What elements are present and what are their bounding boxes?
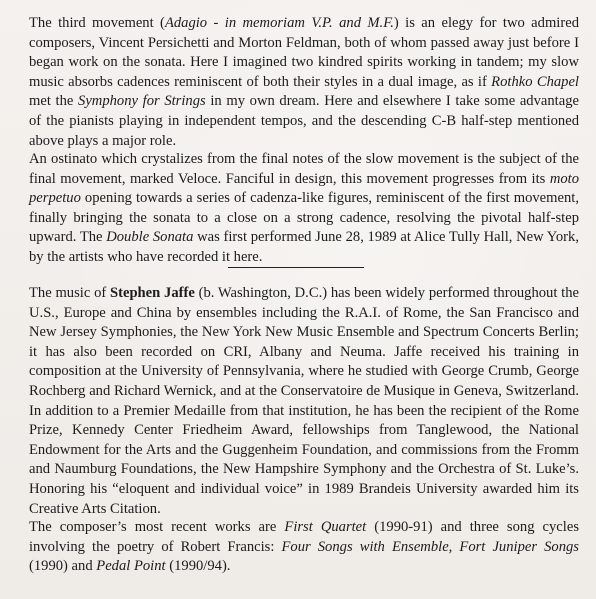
text-run: (1990-91) and three song cycles involving the poetry of Robert Francis: [29,519,579,555]
text-run: (b. Washington, D.C.) has been widely performed throughout the U.S., Europe and China by ensembles including the R.A.I. of Rome, the San Francisco and New Jersey Symphonies, the New York New Music Ensemble and Spectrum Concerts Berlin; it has also been recorded on CRI, Albany and Neuma. Jaffe received his training in composition at the University of Pennsylvania, where he studied with George Crumb, George Rochberg and Richard Wernick, and at the Conservatoire de Musique in Geneva, Switzerland. In addition to a Premier Medaille from that institution, he has been the recipient of the Rome Prize, Kennedy Center Friedheim Award, fellowships from Tanglewood, the National Endowment for the Arts and the Guggenheim Foundation, and commissions from the Fromm and Naumburg Foundations, the New Hampshire Symphony and the Orchestra of St. Luke’s. Honoring his “eloquent and individual voice” in 1989 Brandeis University awarded him its Creative Arts Citation. [29,285,579,517]
italic-term: moto perpetuo [29,170,579,207]
text-run: The third movement ( [29,15,165,31]
paragraph-recent-works [29,518,579,577]
italic-work-title: Double Sonata [106,229,194,246]
text-run: met the [29,93,79,110]
italic-work-title: First Quartet [284,519,367,535]
text-run: The composer’s most recent works are [29,519,285,535]
italic-movement-title: Adagio - in memoriam V.P. and M.F. [164,15,394,31]
italic-work-title: Rothko Chapel [491,73,579,90]
text-run: in my own dream. Here and elsewhere I take some advantage of the pianists playing in independent tempos, and the descending C-B half-step mentioned above plays a major role. [29,93,579,149]
paragraph-final-movement [29,150,579,268]
text-run: An ostinato which crystalizes from the final notes of the slow movement is the subject of the final movement, marked Veloce. Fanciful in design, this movement progresses from its [29,151,579,187]
italic-work-title: Four Songs with Ensemble, Fort Juniper Songs [281,538,579,555]
text-run: ) is an elegy for two admired composers, Vincent Persichetti and Morton Feldman, both of whom passed away just before I began work on the sonata. Here I imagined two kindred spirits working in tandem; my slow music absorbs cadences reminiscent of both their styles in a dual image, as if [29,15,579,90]
text-run: was first performed June 28, 1989 at Alice Tully Hall, New York, by the artists who have recorded it here. [29,229,579,265]
text-run: (1990/94). [165,558,231,575]
paragraph-composer-bio [29,284,579,519]
italic-work-title: Symphony for Strings [78,93,206,110]
section-divider [228,267,364,268]
text-run: opening towards a series of cadenza-like figures, reminiscent of the first movement, finally bringing the sonata to a close on a strong cadence, resolving the pivotal half-step upward. The [29,190,579,246]
paragraph-third-movement [29,14,579,151]
composer-name: Stephen Jaffe [109,285,195,301]
italic-work-title: Pedal Point [96,558,166,575]
text-run: (1990) and [29,558,97,575]
text-run: The music of [29,285,110,301]
